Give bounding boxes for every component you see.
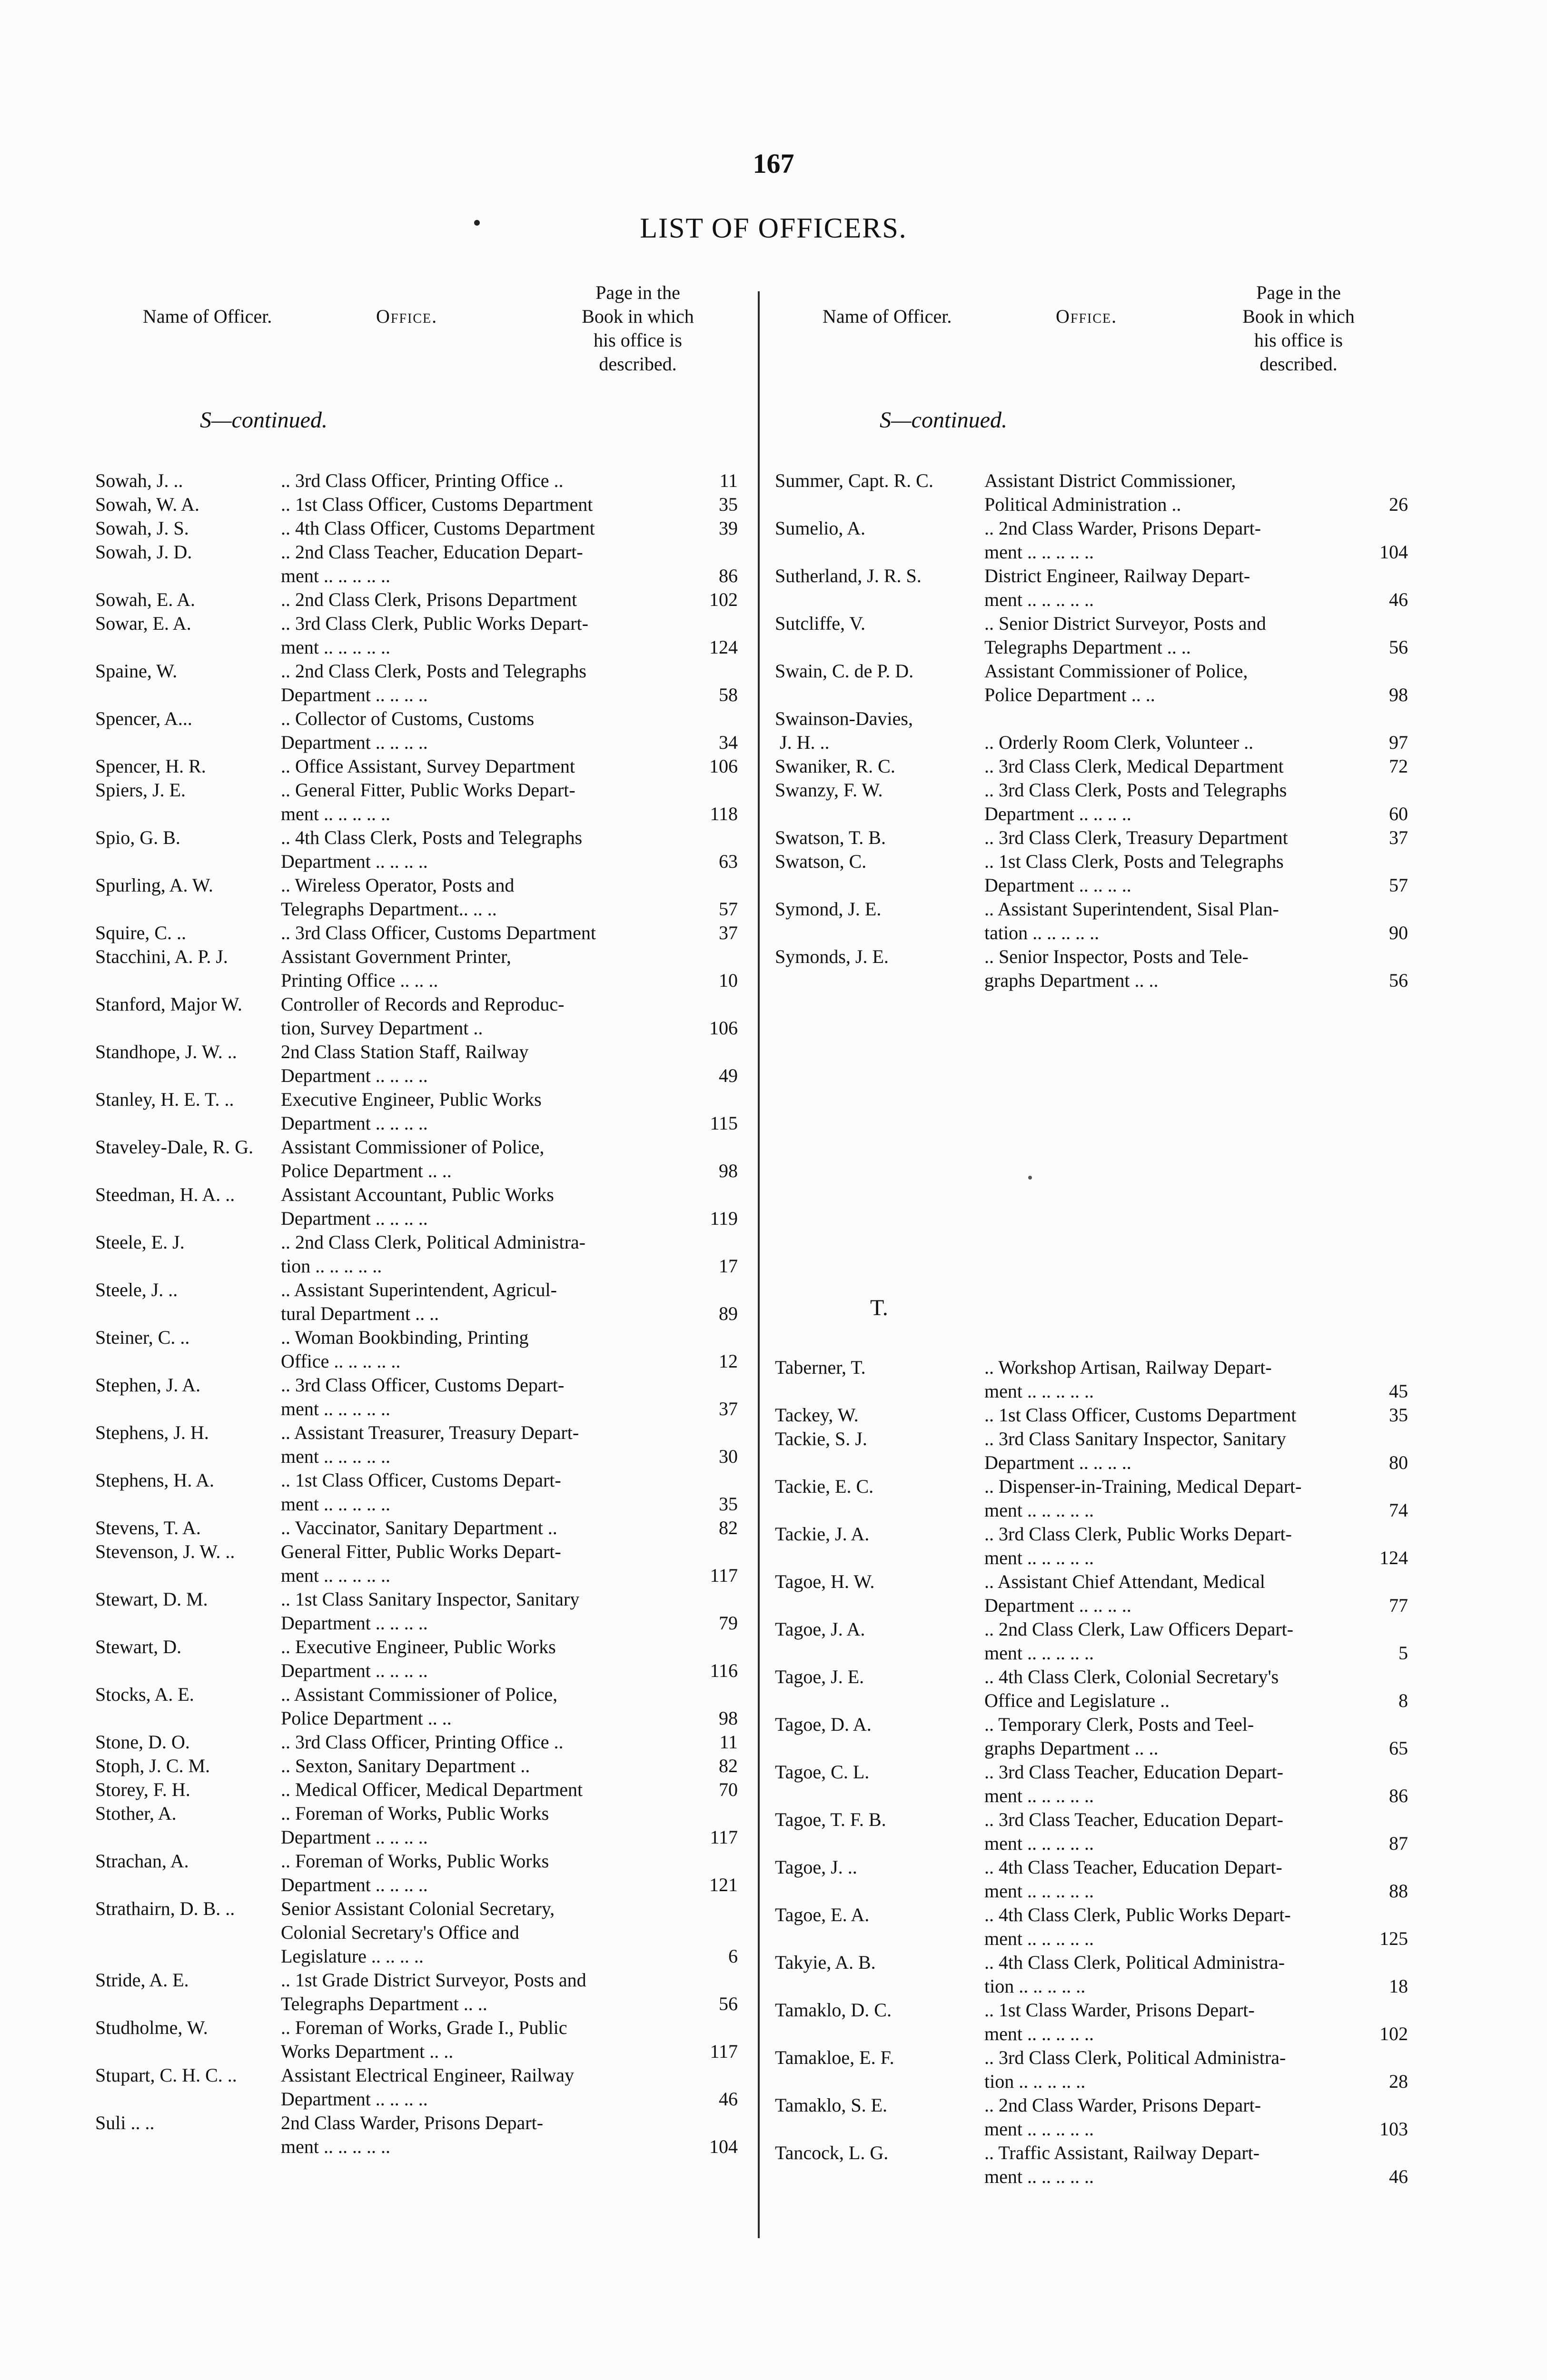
page-reference: 37 (719, 1398, 738, 1419)
officer-name: Spencer, A... (95, 708, 192, 729)
page-reference: 106 (709, 1017, 738, 1039)
officer-name: Tagoe, T. F. B. (775, 1809, 886, 1830)
officer-entry (95, 1183, 738, 1230)
officer-entry (775, 707, 1408, 754)
officer-office: .. 2nd Class Clerk, Political Administra- tion .. .. .. .. .. (281, 1231, 585, 1277)
officer-office: Assistant Commissioner of Police, Police Department .. .. (281, 1136, 545, 1181)
officer-name: Stephens, J. H. (95, 1422, 209, 1443)
officer-name: Steele, E. J. (95, 1231, 185, 1253)
officer-entry (95, 1778, 738, 1802)
officer-office: .. 3rd Class Officer, Customs Department (281, 922, 596, 943)
officer-office: .. General Fitter, Public Works Depart- ment .. .. .. .. .. (281, 779, 575, 824)
officer-name: Takyie, A. B. (775, 1952, 876, 1973)
page-reference: 46 (719, 2088, 738, 2110)
officer-name: Staveley-Dale, R. G. (95, 1136, 254, 1158)
officer-name: Sowah, J. .. (95, 470, 183, 491)
officer-entry (775, 1475, 1408, 1522)
page-reference: 58 (719, 684, 738, 705)
officer-office: .. 4th Class Clerk, Colonial Secretary's Office and Legislature .. (984, 1666, 1279, 1711)
officer-entry (95, 1730, 738, 1754)
officer-entry (775, 1855, 1408, 1903)
page-reference: 117 (710, 1826, 738, 1848)
page-number: 167 (753, 148, 794, 179)
page-reference: 11 (719, 470, 738, 491)
page-reference: 119 (710, 1208, 738, 1229)
page-reference: 6 (728, 1945, 738, 1967)
officer-entry (775, 1808, 1408, 1855)
header-office: Office. (1056, 306, 1118, 327)
officer-entry (775, 1903, 1408, 1951)
officer-office: 2nd Class Station Staff, Railway Department .. .. .. .. (281, 1041, 529, 1086)
officer-name: Swanzy, F. W. (775, 779, 883, 801)
officer-entry (775, 516, 1408, 564)
officer-name: Sowah, W. A. (95, 494, 199, 515)
page-reference: 37 (719, 922, 738, 943)
officer-office: .. 3rd Class Officer, Customs Depart- ment .. .. .. .. .. (281, 1374, 565, 1419)
page-reference: 39 (719, 517, 738, 539)
page-reference: 115 (710, 1112, 738, 1134)
officer-office: .. Foreman of Works, Public Works Department .. .. .. .. (281, 1803, 549, 1848)
officer-entry (95, 1278, 738, 1326)
officer-entry (95, 992, 738, 1040)
page-reference: 17 (719, 1255, 738, 1277)
officer-name: Strathairn, D. B. .. (95, 1898, 235, 1919)
officer-office: .. Office Assistant, Survey Department (281, 755, 575, 777)
page-reference: 63 (719, 851, 738, 872)
officer-entry (95, 516, 738, 540)
page-reference: 5 (1398, 1642, 1408, 1664)
officer-office: District Engineer, Railway Depart- ment .. .. .. .. .. (984, 565, 1250, 610)
officer-name: Swatson, T. B. (775, 827, 886, 848)
officer-name: Tamakloe, E. F. (775, 2047, 894, 2068)
officer-office: Assistant Government Printer, Printing Office .. .. .. (281, 946, 511, 991)
header-office: Office. (376, 306, 438, 327)
officer-name: Spaine, W. (95, 660, 178, 682)
page-reference: 103 (1379, 2118, 1408, 2140)
officer-name: Sowah, E. A. (95, 589, 195, 610)
officer-name: Suli .. .. (95, 2112, 155, 2133)
officer-name: Tagoe, H. W. (775, 1571, 875, 1592)
officer-name: Swatson, C. (775, 851, 867, 872)
section-heading-t: T. (870, 1295, 888, 1320)
officer-office: .. 3rd Class Clerk, Public Works Depart- ment .. .. .. .. .. (984, 1523, 1292, 1568)
officer-office: .. Foreman of Works, Public Works Department .. .. .. .. (281, 1850, 549, 1895)
officer-office: .. 2nd Class Clerk, Law Officers Depart- ment .. .. .. .. .. (984, 1618, 1294, 1664)
officer-office: .. 1st Class Officer, Customs Depart- ment .. .. .. .. .. (281, 1469, 561, 1515)
officer-name: Swain, C. de P. D. (775, 660, 914, 682)
officer-office: .. 4th Class Clerk, Public Works Depart- ment .. .. .. .. .. (984, 1904, 1291, 1949)
officer-office: .. 2nd Class Clerk, Prisons Department (281, 589, 577, 610)
officer-name: Squire, C. .. (95, 922, 187, 943)
officer-office: .. 2nd Class Warder, Prisons Depart- ment .. .. .. .. .. (984, 517, 1261, 563)
officer-entry (775, 1760, 1408, 1808)
officer-office: .. 3rd Class Clerk, Posts and Telegraphs Department .. .. .. .. (984, 779, 1287, 824)
header-page: Page in the Book in which his office is described. (582, 282, 694, 375)
page-reference: 34 (719, 732, 738, 753)
page-reference: 56 (1389, 970, 1408, 991)
page-reference: 46 (1389, 589, 1408, 610)
page-reference: 89 (719, 1303, 738, 1324)
page-reference: 90 (1389, 922, 1408, 943)
officer-office: .. Vaccinator, Sanitary Department .. (281, 1517, 557, 1538)
officer-office: .. 1st Class Clerk, Posts and Telegraphs Department .. .. .. .. (984, 851, 1284, 896)
page-reference: 8 (1398, 1690, 1408, 1711)
page-reference: 106 (709, 755, 738, 777)
officer-office: Assistant Commissioner of Police, Police Department .. .. (984, 660, 1248, 705)
page-reference: 124 (709, 636, 738, 658)
officer-name: Tagoe, E. A. (775, 1904, 870, 1925)
officer-office: .. 2nd Class Warder, Prisons Depart- ment .. .. .. .. .. (984, 2094, 1261, 2140)
officer-office: Assistant Electrical Engineer, Railway Department .. .. .. .. (281, 2064, 574, 2110)
page-reference: 98 (1389, 684, 1408, 705)
printing-speck (474, 220, 480, 226)
officer-name: Sowar, E. A. (95, 613, 191, 634)
officer-office: .. Traffic Assistant, Railway Depart- ment .. .. .. .. .. (984, 2142, 1260, 2187)
officer-name: Tancock, L. G. (775, 2142, 889, 2163)
column-divider (758, 291, 760, 2238)
officer-entry (775, 469, 1408, 516)
officer-entry (95, 1540, 738, 1587)
page-reference: 117 (710, 2041, 738, 2062)
officer-office: Assistant District Commissioner, Political Administration .. (984, 470, 1236, 515)
officer-office: Assistant Accountant, Public Works Department .. .. .. .. (281, 1184, 554, 1229)
officer-entry (775, 1522, 1408, 1570)
officer-office: .. Senior Inspector, Posts and Tele- graphs Department .. .. (984, 946, 1249, 991)
officer-entry (95, 469, 738, 493)
officer-entry (95, 2016, 738, 2063)
page-reference: 57 (719, 898, 738, 920)
officer-entry (95, 1040, 738, 1088)
officer-office: .. Wireless Operator, Posts and Telegraphs Department.. .. .. (281, 874, 515, 920)
officer-office: .. 4th Class Teacher, Education Depart- ment .. .. .. .. .. (984, 1856, 1282, 1902)
officer-entry (775, 659, 1408, 707)
officer-entry (95, 754, 738, 778)
printing-speck (1028, 1176, 1032, 1180)
officer-office: .. 2nd Class Clerk, Posts and Telegraphs Department .. .. .. .. (281, 660, 586, 705)
officer-name: Storey, F. H. (95, 1779, 190, 1800)
officer-entry (95, 1421, 738, 1468)
officer-name: Tagoe, C. L. (775, 1761, 870, 1783)
officer-office: General Fitter, Public Works Depart- ment .. .. .. .. .. (281, 1541, 561, 1586)
page-reference: 12 (719, 1350, 738, 1372)
officer-office: .. 4th Class Clerk, Posts and Telegraphs Department .. .. .. .. (281, 827, 583, 872)
officer-office: .. 3rd Class Officer, Printing Office .. (281, 470, 564, 491)
header-page: Page in the Book in which his office is described. (1242, 282, 1355, 375)
officer-name: Sutherland, J. R. S. (775, 565, 922, 586)
page-reference: 18 (1389, 1975, 1408, 1997)
officer-office: Senior Assistant Colonial Secretary, Colonial Secretary's Office and Legislature .. .. .. .. (281, 1898, 555, 1967)
officer-name: Stephen, J. A. (95, 1374, 201, 1396)
officer-entry (775, 1356, 1408, 1403)
officer-office: .. 3rd Class Clerk, Political Administra- tion .. .. .. .. .. (984, 2047, 1286, 2092)
page-reference: 86 (719, 565, 738, 586)
officer-entry (95, 1135, 738, 1183)
officer-office: Controller of Records and Reproduc- tion, Survey Department .. (281, 993, 565, 1039)
officer-office: .. 4th Class Officer, Customs Department (281, 517, 595, 539)
officer-office: .. Orderly Room Clerk, Volunteer .. (984, 732, 1254, 753)
officer-name: Stoph, J. C. M. (95, 1755, 210, 1776)
page-reference: 118 (710, 803, 738, 824)
officer-name: Spencer, H. R. (95, 755, 206, 777)
officer-entry (95, 1849, 738, 1897)
officer-office: .. 2nd Class Teacher, Education Depart- ment .. .. .. .. .. (281, 541, 583, 586)
officer-entry (775, 1427, 1408, 1475)
officer-office: .. Foreman of Works, Grade I., Public Works Department .. .. (281, 2017, 567, 2062)
page-reference: 60 (1389, 803, 1408, 824)
page-reference: 102 (709, 589, 738, 610)
officer-office: Executive Engineer, Public Works Department .. .. .. .. (281, 1089, 542, 1134)
officer-office: .. Assistant Commissioner of Police, Police Department .. .. (281, 1684, 558, 1729)
officer-office: .. Senior District Surveyor, Posts and Telegraphs Department .. .. (984, 613, 1266, 658)
officer-name: Stride, A. E. (95, 1969, 189, 1991)
officer-office: .. Woman Bookbinding, Printing Office .. .. .. .. .. (281, 1327, 529, 1372)
officer-name: Taberner, T. (775, 1357, 866, 1378)
officer-office: .. 3rd Class Officer, Printing Office .. (281, 1731, 564, 1753)
officer-entry (95, 493, 738, 516)
officer-name: Sowah, J. S. (95, 517, 189, 539)
officer-list-left (95, 469, 738, 2159)
page-reference: 56 (719, 1993, 738, 2014)
officer-entry (95, 1326, 738, 1373)
officer-office: .. Collector of Customs, Customs Department .. .. .. .. (281, 708, 535, 753)
officer-office: .. 1st Class Warder, Prisons Depart- ment .. .. .. .. .. (984, 1999, 1255, 2044)
officer-entry (95, 778, 738, 826)
officer-name: Steiner, C. .. (95, 1327, 190, 1348)
officer-name: Studholme, W. (95, 2017, 208, 2038)
officer-name: Swainson-Davies, J. H. .. (775, 708, 913, 753)
officer-entry (775, 2046, 1408, 2093)
page-reference: 124 (1379, 1547, 1408, 1568)
page-reference: 77 (1389, 1595, 1408, 1616)
page-reference: 37 (1389, 827, 1408, 848)
officer-entry (775, 1665, 1408, 1713)
officer-name: Stupart, C. H. C. .. (95, 2064, 237, 2086)
officer-name: Stevens, T. A. (95, 1517, 201, 1538)
officer-entry (95, 1516, 738, 1540)
officer-name: Strachan, A. (95, 1850, 189, 1872)
page-reference: 88 (1389, 1880, 1408, 1902)
officer-name: Spurling, A. W. (95, 874, 213, 896)
officer-office: .. Medical Officer, Medical Department (281, 1779, 583, 1800)
page-reference: 86 (1389, 1785, 1408, 1806)
page-reference: 97 (1389, 732, 1408, 753)
officer-name: Tackie, J. A. (775, 1523, 870, 1545)
page-reference: 46 (1389, 2166, 1408, 2187)
officer-office: .. Assistant Superintendent, Agricul- tural Department .. .. (281, 1279, 557, 1324)
officer-name: Sowah, J. D. (95, 541, 192, 563)
officer-office: .. Assistant Superintendent, Sisal Plan- tation .. .. .. .. .. (984, 898, 1279, 943)
officer-name: Spio, G. B. (95, 827, 180, 848)
officer-name: Steele, J. .. (95, 1279, 178, 1300)
officer-name: Stewart, D. M. (95, 1588, 208, 1610)
officer-entry (95, 707, 738, 754)
officer-name: Symonds, J. E. (775, 946, 889, 967)
officer-office: .. 3rd Class Sanitary Inspector, Sanitary Department .. .. .. .. (984, 1428, 1286, 1473)
officer-entry (775, 778, 1408, 826)
officer-entry (95, 659, 738, 707)
officer-entry (95, 2063, 738, 2111)
officer-entry (95, 945, 738, 992)
officer-entry (95, 1468, 738, 1516)
page-reference: 121 (709, 1874, 738, 1895)
officer-entry (95, 873, 738, 921)
page-reference: 104 (709, 2136, 738, 2157)
officer-name: Tagoe, J. A. (775, 1618, 865, 1640)
page-reference: 57 (1389, 874, 1408, 896)
officer-entry (775, 1617, 1408, 1665)
officer-name: Tackey, W. (775, 1404, 859, 1426)
page-reference: 35 (719, 1493, 738, 1515)
officer-office: .. 1st Grade District Surveyor, Posts and Telegraphs Department .. .. (281, 1969, 586, 2014)
officer-name: Tagoe, J. .. (775, 1856, 857, 1878)
officer-office: .. 1st Class Officer, Customs Department (984, 1404, 1297, 1426)
officer-entry (775, 2093, 1408, 2141)
officer-name: Stocks, A. E. (95, 1684, 194, 1705)
page-reference: 28 (1389, 2071, 1408, 2092)
officer-name: Tagoe, D. A. (775, 1714, 872, 1735)
officer-entry (95, 826, 738, 873)
officer-name: Stanford, Major W. (95, 993, 242, 1015)
officer-name: Stevenson, J. W. .. (95, 1541, 235, 1562)
officer-entry (95, 1635, 738, 1683)
page-reference: 87 (1389, 1833, 1408, 1854)
officer-entry (95, 1897, 738, 1968)
officer-name: Spiers, J. E. (95, 779, 186, 801)
officer-entry (95, 921, 738, 945)
officer-name: Swaniker, R. C. (775, 755, 895, 777)
officer-entry (95, 1373, 738, 1421)
officer-entry (775, 945, 1408, 992)
officer-name: Stacchini, A. P. J. (95, 946, 228, 967)
officer-name: Sumelio, A. (775, 517, 866, 539)
officer-name: Stone, D. O. (95, 1731, 190, 1753)
officer-entry (95, 1754, 738, 1778)
page-reference: 82 (719, 1755, 738, 1776)
page-reference: 49 (719, 1065, 738, 1086)
officer-office: .. 3rd Class Teacher, Education Depart- ment .. .. .. .. .. (984, 1809, 1283, 1854)
officer-name: Tagoe, J. E. (775, 1666, 864, 1687)
officer-entry (95, 612, 738, 659)
officer-office: .. 1st Class Officer, Customs Department (281, 494, 593, 515)
officer-entry (775, 1403, 1408, 1427)
officer-office: 2nd Class Warder, Prisons Depart- ment .. .. .. .. .. (281, 2112, 544, 2157)
page-reference: 98 (719, 1160, 738, 1181)
officer-entry (95, 1968, 738, 2016)
officer-name: Sutcliffe, V. (775, 613, 866, 634)
header-name: Name of Officer. (823, 306, 952, 327)
officer-entry (775, 1998, 1408, 2046)
officer-entry (775, 1713, 1408, 1760)
page-reference: 79 (719, 1612, 738, 1634)
officer-office: .. 3rd Class Clerk, Public Works Depart- ment .. .. .. .. .. (281, 613, 588, 658)
officer-entry (95, 1088, 738, 1135)
officer-name: Summer, Capt. R. C. (775, 470, 933, 491)
officer-office: .. Dispenser-in-Training, Medical Depart- ment .. .. .. .. .. (984, 1476, 1302, 1521)
page-reference: 74 (1389, 1499, 1408, 1521)
officer-entry (95, 1587, 738, 1635)
officer-name: Symond, J. E. (775, 898, 882, 920)
officer-entry (95, 1683, 738, 1730)
officer-office: .. 3rd Class Clerk, Medical Department (984, 755, 1284, 777)
page-reference: 82 (719, 1517, 738, 1538)
officer-entry (775, 1570, 1408, 1617)
officer-name: Tackie, E. C. (775, 1476, 874, 1497)
page-reference: 56 (1389, 636, 1408, 658)
page-reference: 45 (1389, 1380, 1408, 1402)
officer-name: Stanley, H. E. T. .. (95, 1089, 234, 1110)
page-reference: 35 (1389, 1404, 1408, 1426)
page-reference: 125 (1379, 1928, 1408, 1949)
page-reference: 11 (719, 1731, 738, 1753)
officer-entry (775, 564, 1408, 612)
officer-name: Stewart, D. (95, 1636, 182, 1657)
officer-name: Stephens, H. A. (95, 1469, 214, 1491)
officer-office: .. Temporary Clerk, Posts and Teel- graphs Department .. .. (984, 1714, 1254, 1759)
officer-name: Tamaklo, S. E. (775, 2094, 888, 2116)
page-reference: 65 (1389, 1737, 1408, 1759)
page-reference: 70 (719, 1779, 738, 1800)
section-heading: S—continued. (880, 407, 1007, 433)
officer-list-right-s (775, 469, 1408, 992)
page-title: LIST OF OFFICERS. (640, 212, 907, 244)
officer-entry (95, 2111, 738, 2159)
officer-office: .. 1st Class Sanitary Inspector, Sanitary Department .. .. .. .. (281, 1588, 580, 1634)
officer-name: Stother, A. (95, 1803, 177, 1824)
officer-name: Tackie, S. J. (775, 1428, 867, 1449)
officer-office: .. Workshop Artisan, Railway Depart- ment .. .. .. .. .. (984, 1357, 1272, 1402)
officer-name: Standhope, J. W. .. (95, 1041, 237, 1062)
page-reference: 30 (719, 1446, 738, 1467)
page-reference: 102 (1379, 2023, 1408, 2044)
officer-office: .. Assistant Treasurer, Treasury Depart- ment .. .. .. .. .. (281, 1422, 579, 1467)
officer-entry (775, 754, 1408, 778)
officer-entry (775, 612, 1408, 659)
page-reference: 10 (719, 970, 738, 991)
officer-office: .. 3rd Class Teacher, Education Depart- ment .. .. .. .. .. (984, 1761, 1283, 1806)
page-reference: 104 (1379, 541, 1408, 563)
page-reference: 72 (1389, 755, 1408, 777)
officer-office: .. Executive Engineer, Public Works Department .. .. .. .. (281, 1636, 556, 1681)
officer-entry (95, 540, 738, 588)
officer-office: .. 3rd Class Clerk, Treasury Department (984, 827, 1288, 848)
officer-entry (95, 1230, 738, 1278)
officer-entry (95, 1802, 738, 1849)
page-reference: 26 (1389, 494, 1408, 515)
page-reference: 116 (710, 1660, 738, 1681)
page-reference: 80 (1389, 1452, 1408, 1473)
officer-office: .. Sexton, Sanitary Department .. (281, 1755, 530, 1776)
officer-list-right-t (775, 1356, 1408, 2189)
officer-entry (775, 2141, 1408, 2189)
header-name: Name of Officer. (143, 306, 272, 327)
officer-entry (775, 1951, 1408, 1998)
officer-entry (775, 826, 1408, 850)
page-reference: 35 (719, 494, 738, 515)
section-heading: S—continued. (200, 407, 327, 433)
officer-office: .. 4th Class Clerk, Political Administra- tion .. .. .. .. .. (984, 1952, 1285, 1997)
officer-entry (775, 897, 1408, 945)
officer-name: Tamaklo, D. C. (775, 1999, 892, 2021)
officer-office: .. Assistant Chief Attendant, Medical Department .. .. .. .. (984, 1571, 1265, 1616)
page-reference: 98 (719, 1707, 738, 1729)
officer-name: Steedman, H. A. .. (95, 1184, 235, 1205)
page-reference: 117 (710, 1565, 738, 1586)
officer-entry (95, 588, 738, 612)
officer-entry (775, 850, 1408, 897)
